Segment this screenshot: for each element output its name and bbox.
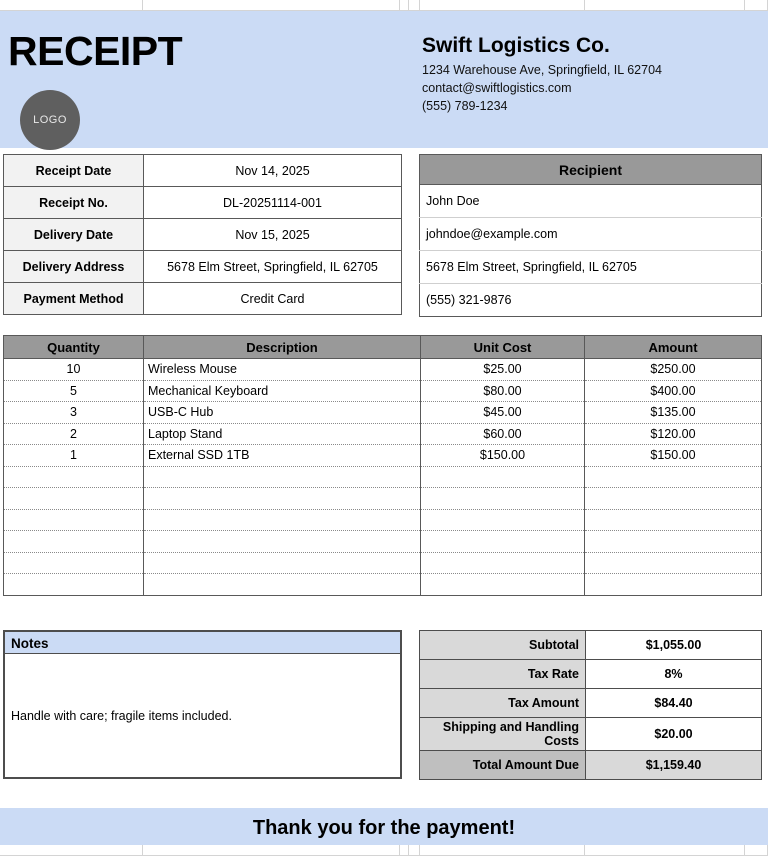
- total-value: $20.00: [586, 718, 762, 751]
- page-title: RECEIPT: [8, 28, 183, 74]
- item-description: USB-C Hub: [144, 402, 421, 424]
- item-description: [144, 552, 421, 574]
- table-row: [420, 284, 762, 317]
- item-quantity: 5: [4, 380, 144, 402]
- column-header-amount: Amount: [585, 336, 762, 359]
- table-row: [420, 689, 762, 718]
- item-quantity: [4, 466, 144, 488]
- table-row: [420, 631, 762, 660]
- item-description: External SSD 1TB: [144, 445, 421, 467]
- notes-panel: [3, 630, 402, 779]
- item-amount: [585, 509, 762, 531]
- receipt-details-table: [3, 154, 402, 315]
- detail-value: Nov 14, 2025: [144, 155, 402, 187]
- recipient-header: Recipient: [420, 155, 762, 185]
- grid-cell[interactable]: [585, 845, 745, 856]
- item-description: Mechanical Keyboard: [144, 380, 421, 402]
- grid-cell[interactable]: [143, 845, 400, 856]
- grid-cell[interactable]: [745, 845, 768, 856]
- item-unit-cost: [421, 552, 585, 574]
- table-row: [4, 445, 762, 467]
- total-label: Tax Amount: [420, 689, 586, 718]
- detail-value: DL-20251114-001: [144, 187, 402, 219]
- detail-value: Nov 15, 2025: [144, 219, 402, 251]
- item-amount: [585, 531, 762, 553]
- table-row: [420, 660, 762, 689]
- table-row: [420, 185, 762, 218]
- grid-cell[interactable]: [409, 845, 420, 856]
- item-amount: $135.00: [585, 402, 762, 424]
- item-unit-cost: [421, 488, 585, 510]
- recipient-line: (555) 321-9876: [420, 284, 762, 317]
- recipient-line: John Doe: [420, 185, 762, 218]
- total-value: $1,159.40: [586, 751, 762, 780]
- column-header-quantity: Quantity: [4, 336, 144, 359]
- notes-header: Notes: [3, 630, 402, 654]
- total-label: Total Amount Due: [420, 751, 586, 780]
- item-description: [144, 531, 421, 553]
- item-description: Laptop Stand: [144, 423, 421, 445]
- item-quantity: [4, 574, 144, 596]
- item-quantity: [4, 509, 144, 531]
- detail-value: 5678 Elm Street, Springfield, IL 62705: [144, 251, 402, 283]
- company-name: Swift Logistics Co.: [422, 34, 610, 57]
- table-row: [4, 219, 402, 251]
- item-unit-cost: $80.00: [421, 380, 585, 402]
- detail-label: Receipt Date: [4, 155, 144, 187]
- column-header-description: Description: [144, 336, 421, 359]
- item-amount: $250.00: [585, 359, 762, 381]
- detail-label: Delivery Date: [4, 219, 144, 251]
- company-email: contact@swiftlogistics.com: [422, 80, 572, 95]
- spreadsheet-grid-bottom: [0, 845, 768, 856]
- recipient-line: johndoe@example.com: [420, 218, 762, 251]
- item-description: [144, 509, 421, 531]
- grid-cell[interactable]: [0, 0, 143, 11]
- table-row: [4, 155, 402, 187]
- total-label: Subtotal: [420, 631, 586, 660]
- table-row: [4, 509, 762, 531]
- table-row: [4, 531, 762, 553]
- grid-cell[interactable]: [585, 0, 745, 11]
- item-description: [144, 574, 421, 596]
- notes-body: [3, 654, 402, 779]
- item-quantity: 10: [4, 359, 144, 381]
- item-amount: [585, 488, 762, 510]
- grid-cell[interactable]: [409, 0, 420, 11]
- detail-value: Credit Card: [144, 283, 402, 315]
- item-quantity: 1: [4, 445, 144, 467]
- table-row: [4, 283, 402, 315]
- table-row: [4, 423, 762, 445]
- table-row: [4, 466, 762, 488]
- item-unit-cost: $150.00: [421, 445, 585, 467]
- item-unit-cost: $45.00: [421, 402, 585, 424]
- total-value: 8%: [586, 660, 762, 689]
- grid-cell[interactable]: [745, 0, 768, 11]
- company-logo: [20, 90, 80, 150]
- item-unit-cost: [421, 574, 585, 596]
- logo-label: LOGO: [33, 114, 67, 126]
- grid-cell[interactable]: [420, 0, 585, 11]
- total-value: $1,055.00: [586, 631, 762, 660]
- grid-cell[interactable]: [400, 0, 409, 11]
- total-label: Tax Rate: [420, 660, 586, 689]
- table-row: [4, 187, 402, 219]
- company-address: 1234 Warehouse Ave, Springfield, IL 62704: [422, 63, 662, 78]
- recipient-table: [419, 154, 762, 317]
- item-unit-cost: $25.00: [421, 359, 585, 381]
- detail-label: Receipt No.: [4, 187, 144, 219]
- detail-label: Payment Method: [4, 283, 144, 315]
- item-amount: $150.00: [585, 445, 762, 467]
- item-description: [144, 466, 421, 488]
- item-quantity: [4, 531, 144, 553]
- table-row: [4, 380, 762, 402]
- table-row: [420, 218, 762, 251]
- item-quantity: 3: [4, 402, 144, 424]
- table-row: [420, 751, 762, 780]
- table-row: [4, 359, 762, 381]
- table-row: [4, 251, 402, 283]
- grid-cell[interactable]: [0, 845, 143, 856]
- item-amount: [585, 466, 762, 488]
- item-unit-cost: $60.00: [421, 423, 585, 445]
- header-banner: [0, 11, 768, 148]
- item-description: Wireless Mouse: [144, 359, 421, 381]
- column-header-unit-cost: Unit Cost: [421, 336, 585, 359]
- table-row: [4, 488, 762, 510]
- item-unit-cost: [421, 466, 585, 488]
- recipient-line: 5678 Elm Street, Springfield, IL 62705: [420, 251, 762, 284]
- grid-cell[interactable]: [143, 0, 400, 11]
- table-row: [4, 402, 762, 424]
- total-label: Shipping and Handling Costs: [420, 718, 586, 751]
- table-row: [4, 574, 762, 596]
- notes-text: Handle with care; fragile items included.: [11, 708, 232, 723]
- item-description: [144, 488, 421, 510]
- line-items-table: [3, 335, 762, 596]
- table-row: [4, 552, 762, 574]
- company-phone: (555) 789-1234: [422, 98, 508, 113]
- table-row: [420, 251, 762, 284]
- item-amount: [585, 574, 762, 596]
- total-value: $84.40: [586, 689, 762, 718]
- item-quantity: [4, 488, 144, 510]
- item-unit-cost: [421, 509, 585, 531]
- item-amount: $400.00: [585, 380, 762, 402]
- item-quantity: 2: [4, 423, 144, 445]
- spreadsheet-grid-top: [0, 0, 768, 11]
- item-amount: [585, 552, 762, 574]
- item-amount: $120.00: [585, 423, 762, 445]
- detail-label: Delivery Address: [4, 251, 144, 283]
- item-quantity: [4, 552, 144, 574]
- footer-banner: [0, 808, 768, 848]
- footer-message: Thank you for the payment!: [252, 816, 516, 839]
- grid-cell[interactable]: [400, 845, 409, 856]
- totals-table: [419, 630, 762, 780]
- company-info: [422, 33, 762, 115]
- table-row: [420, 718, 762, 751]
- item-unit-cost: [421, 531, 585, 553]
- grid-cell[interactable]: [420, 845, 585, 856]
